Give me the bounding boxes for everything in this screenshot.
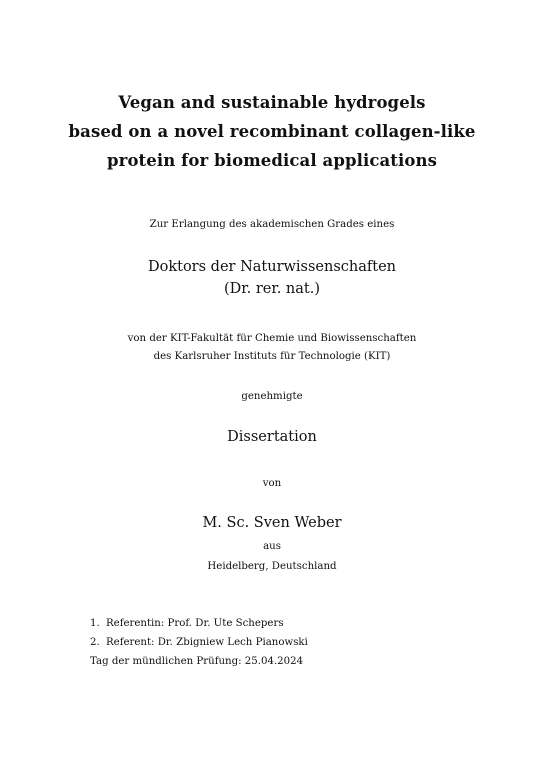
degree-block <box>0 256 544 300</box>
referee-number: 1. <box>90 618 100 629</box>
approved-label: genehmigte <box>241 391 303 402</box>
faculty-line-2: des Karlsruher Instituts für Technologie (KIT) <box>153 351 391 362</box>
from-label: aus <box>263 541 281 552</box>
title-line-2: based on a novel recombinant collagen-like <box>68 122 476 141</box>
author-name: M. Sc. Sven Weber <box>202 515 342 531</box>
faculty-block <box>0 330 544 366</box>
referee-number: 2. <box>90 637 100 648</box>
referee-item <box>90 633 490 652</box>
author-origin: Heidelberg, Deutschland <box>207 561 337 572</box>
degree-purpose: Zur Erlangung des akademischen Grades eines <box>149 219 395 230</box>
title-line-3: protein for biomedical applications <box>107 151 437 170</box>
exam-date: Tag der mündlichen Prüfung: 25.04.2024 <box>90 656 304 667</box>
faculty-line-1: von der KIT-Fakultät für Chemie und Biowissenschaften <box>127 333 417 344</box>
document-type: Dissertation <box>227 429 317 445</box>
referee-item <box>90 614 490 633</box>
title-line-1: Vegan and sustainable hydrogels <box>118 93 426 112</box>
degree-name: Doktors der Naturwissenschaften <box>147 259 397 275</box>
referee-text: Referentin: Prof. Dr. Ute Schepers <box>106 618 284 629</box>
dissertation-title <box>0 88 544 175</box>
referee-text: Referent: Dr. Zbigniew Lech Pianowski <box>106 637 308 648</box>
degree-abbreviation: (Dr. rer. nat.) <box>224 281 320 297</box>
by-label: von <box>262 478 282 489</box>
referees-section <box>90 614 490 671</box>
referee-list <box>90 614 490 652</box>
